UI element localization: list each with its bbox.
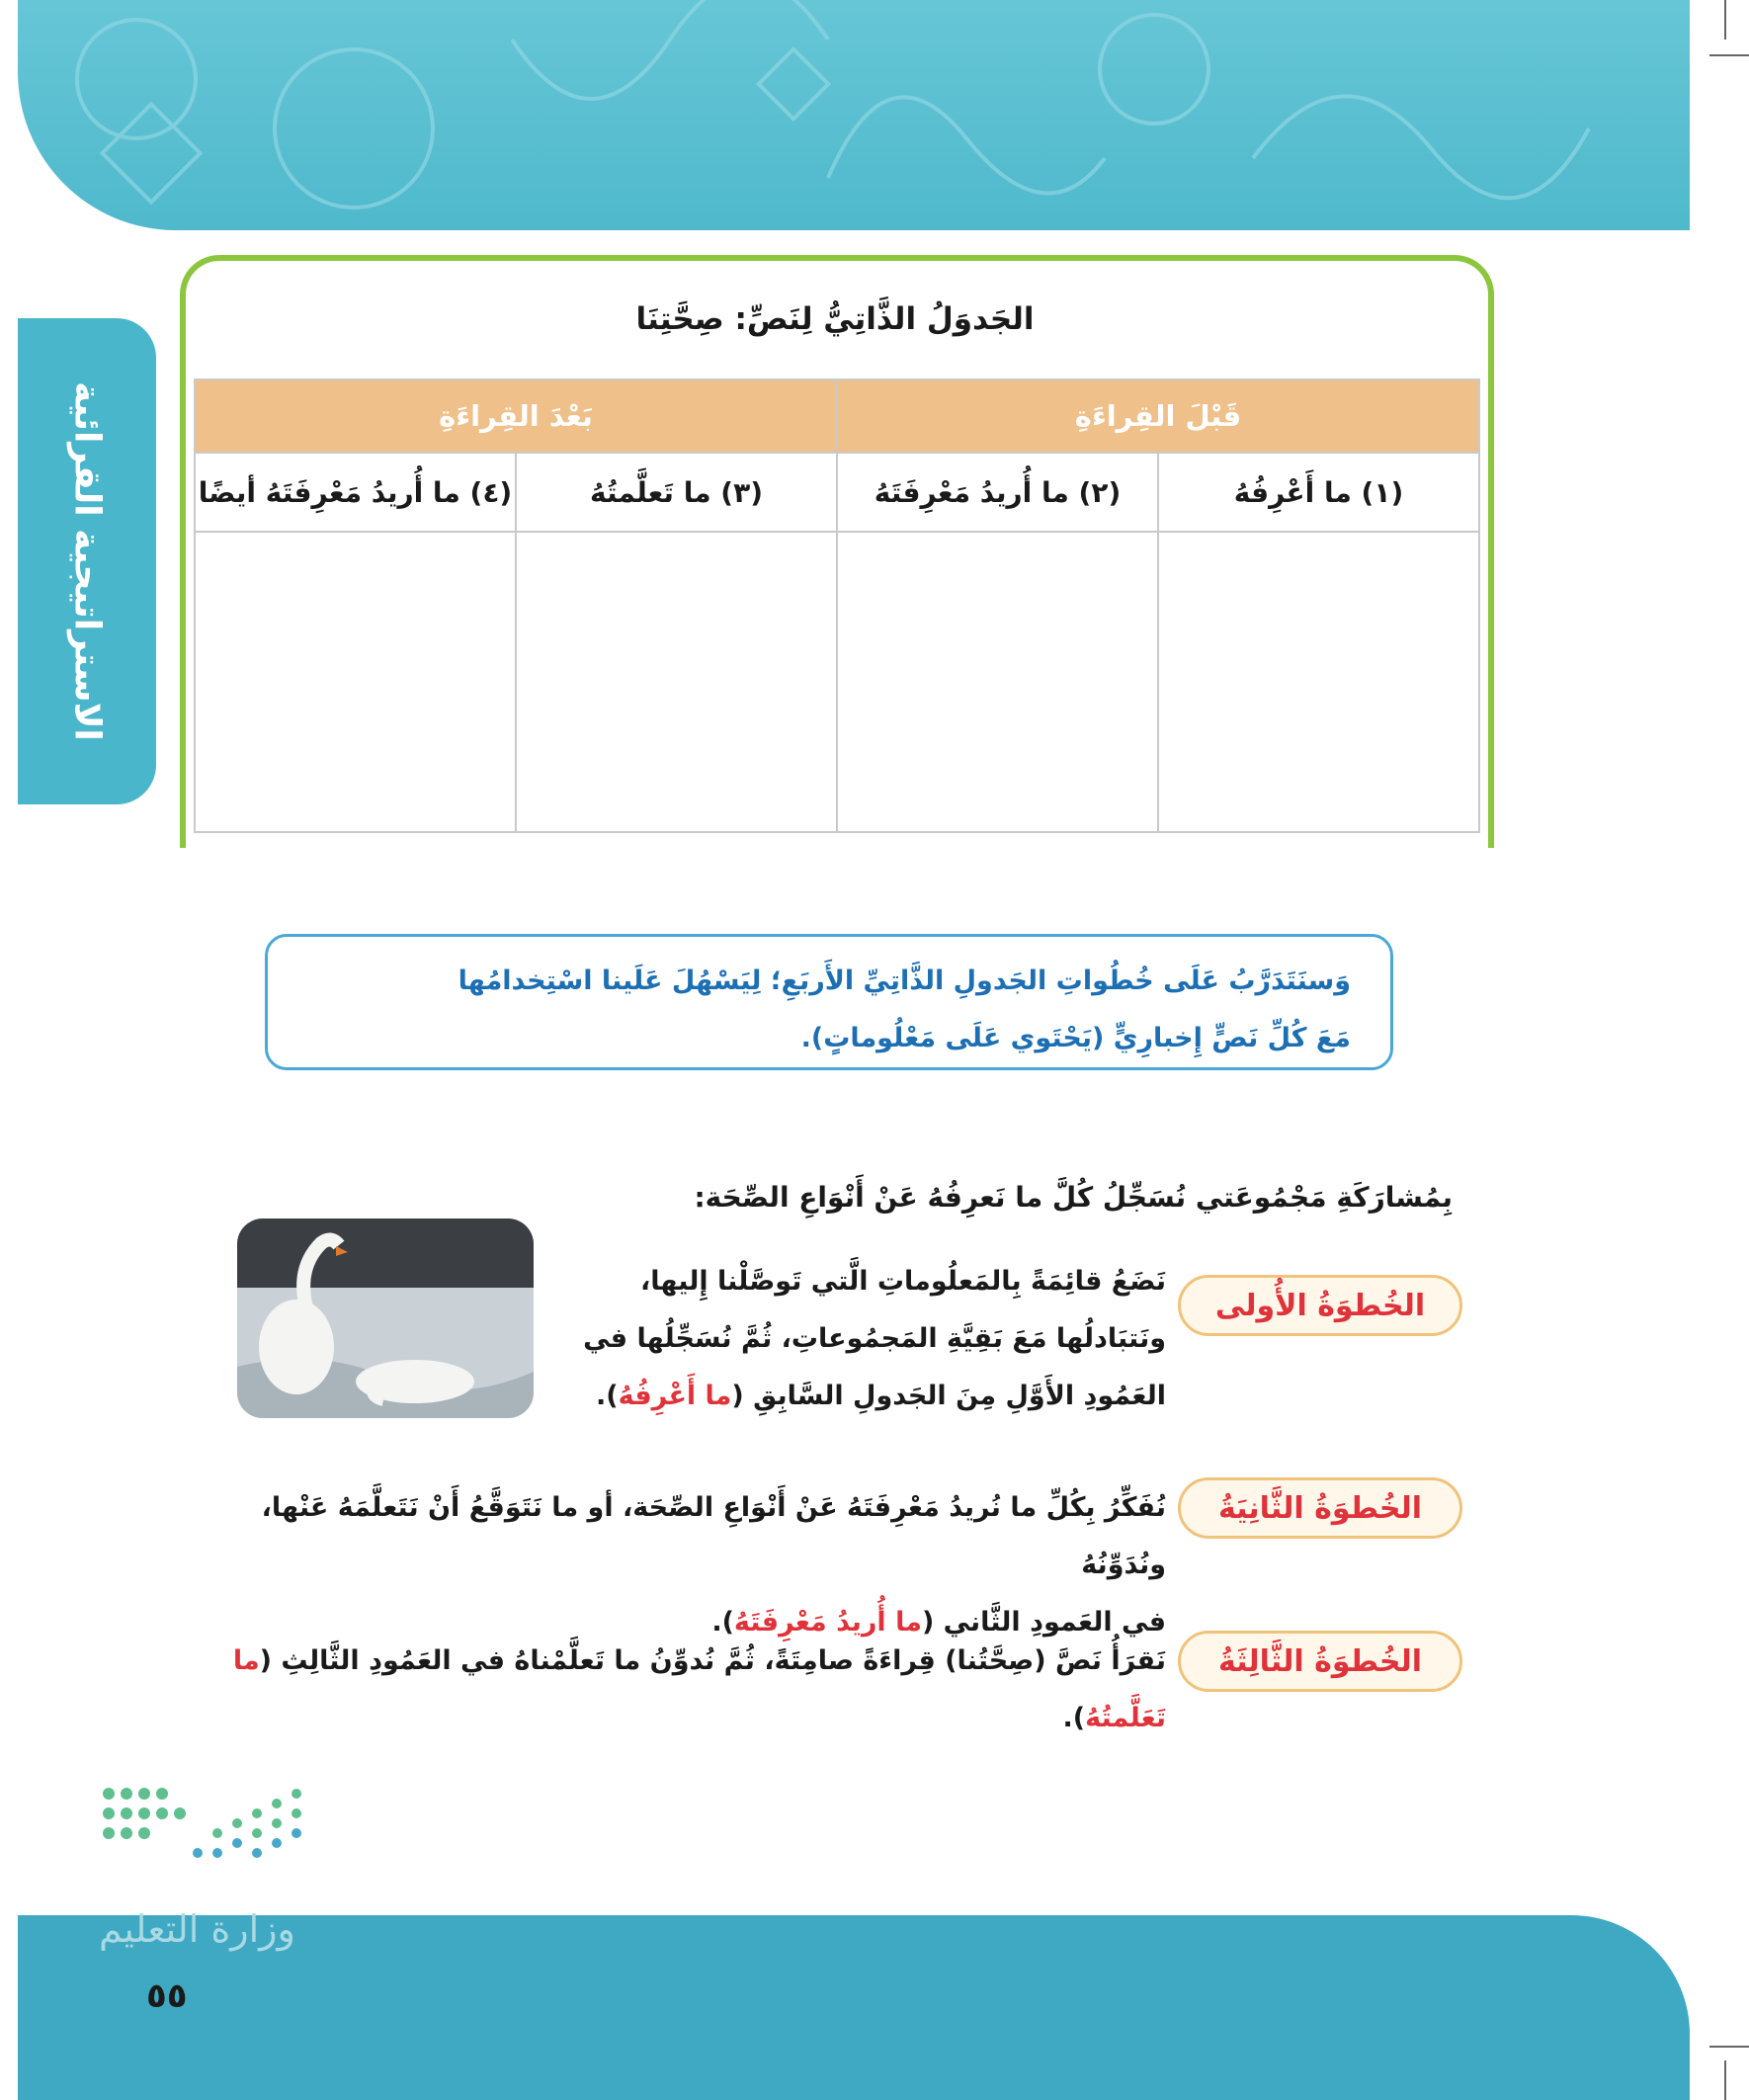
before-reading-header: قَبْلَ القِراءَةِ bbox=[837, 379, 1479, 453]
swans-photo bbox=[237, 1218, 534, 1418]
after-reading-header: بَعْدَ القِراءَةِ bbox=[195, 379, 837, 453]
crop-mark bbox=[1709, 54, 1749, 56]
step-3-highlight: ما تَعَلَّمتُهُ bbox=[232, 1645, 1166, 1733]
step-1-line-3-text: العَمُودِ الأَوَّلِ مِنَ الجَدولِ السَّابِقِ ( bbox=[731, 1381, 1166, 1411]
step-1-line-2: ونَتبَادلُها مَعَ بَقِيَّةِ المَجمُوعاتِ، ثُمَّ نُسَجِّلُها في bbox=[583, 1323, 1166, 1354]
step-1-text bbox=[534, 1253, 1166, 1425]
table-cell[interactable] bbox=[837, 532, 1158, 832]
step-1-line-1: نَضَعُ قائِمَةً بِالمَعلُوماتِ الَّتي تَوصَّلْنا إِليها، bbox=[639, 1266, 1166, 1297]
crop-mark bbox=[1724, 0, 1726, 40]
col-what-i-learned: (٣) ما تَعلَّمتُهُ bbox=[516, 453, 837, 532]
kwl-table-title: الجَدوَلُ الذَّاتِيُّ لِنَصِّ: صِحَّتِنَا bbox=[635, 301, 1035, 337]
ministry-name: وزارة التعليم bbox=[99, 1907, 295, 1951]
header-band bbox=[18, 0, 1690, 230]
step-3-line-1-text: نَقرَأُ نَصَّ (صِحَّتُنا) قِراءَةً صامِتَةً، ثُمَّ نُدوِّنُ ما تَعلَّمْناهُ في العَمُودِ الثَّالِثِ ( bbox=[259, 1645, 1166, 1676]
col-what-i-want-more: (٤) ما أُريدُ مَعْرِفَتَهُ أيضًا bbox=[195, 453, 516, 532]
ministry-logo-icon bbox=[99, 1774, 316, 1883]
crop-mark bbox=[1709, 2046, 1749, 2048]
calligraphy-pattern-icon bbox=[18, 0, 1690, 230]
step-1-label: الخُطوَةُ الأُولى bbox=[1178, 1275, 1462, 1336]
crop-mark bbox=[1724, 2060, 1726, 2100]
table-cell[interactable] bbox=[516, 532, 837, 832]
step-1-line-3 bbox=[534, 1368, 1166, 1425]
step-2-line-1: نُفَكِّرُ بِكُلِّ ما نُريدُ مَعْرِفَتَهُ عَنْ أَنْوَاعِ الصِّحَة، أو ما نَتَوَقَّعُ أَنْ نَتَعلَّمَهُ عَنْها، ونُدَوِّنُهُ bbox=[261, 1492, 1166, 1580]
step-2-text bbox=[178, 1479, 1166, 1651]
note-box bbox=[265, 934, 1393, 1070]
step-3-text bbox=[178, 1633, 1166, 1747]
step-3-line-1 bbox=[178, 1633, 1166, 1747]
intro-text: بِمُشارَكَةِ مَجْمُوعَتي نُسَجِّلُ كُلَّ ما نَعرِفُهُ عَنْ أَنْوَاعِ الصِّحَة: bbox=[694, 1181, 1453, 1214]
table-cell[interactable] bbox=[195, 532, 516, 832]
step-2-line-2-text: في العَمودِ الثَّاني ( bbox=[921, 1607, 1166, 1638]
step-2-end: ). bbox=[711, 1607, 734, 1638]
side-tab bbox=[18, 318, 156, 804]
note-line-2: مَعَ كُلِّ نَصٍّ إِخبارِيٍّ (يَحْتَوي عَلَى مَعْلُوماتٍ). bbox=[800, 1023, 1351, 1053]
step-3-label: الخُطوَةُ الثَّالِثَةُ bbox=[1178, 1631, 1462, 1692]
step-2-highlight: ما أُريدُ مَعْرِفَتَهُ bbox=[733, 1607, 922, 1638]
step-3-end: ). bbox=[1062, 1703, 1086, 1733]
step-2-label: الخُطوَةُ الثَّانِيَةُ bbox=[1178, 1477, 1462, 1539]
page-number: ٥٥ bbox=[146, 1976, 188, 2016]
note-line-1: وَسنَتَدَرَّبُ عَلَى خُطُواتِ الجَدولِ الذَّاتِيِّ الأَربَعِ؛ لِيَسْهُلَ عَلَينا اسْتِخدامُها bbox=[458, 966, 1351, 996]
table-cell[interactable] bbox=[1158, 532, 1479, 832]
col-what-i-want: (٢) ما أُريدُ مَعْرِفَتَهُ bbox=[837, 453, 1158, 532]
step-1-highlight: ما أَعْرِفُهُ bbox=[618, 1381, 732, 1411]
col-what-i-know: (١) ما أَعْرِفُهُ bbox=[1158, 453, 1479, 532]
side-tab-label: الاستراتيجية القرائية bbox=[66, 381, 108, 741]
kwl-table bbox=[194, 378, 1480, 833]
step-1-end: ). bbox=[595, 1381, 619, 1411]
